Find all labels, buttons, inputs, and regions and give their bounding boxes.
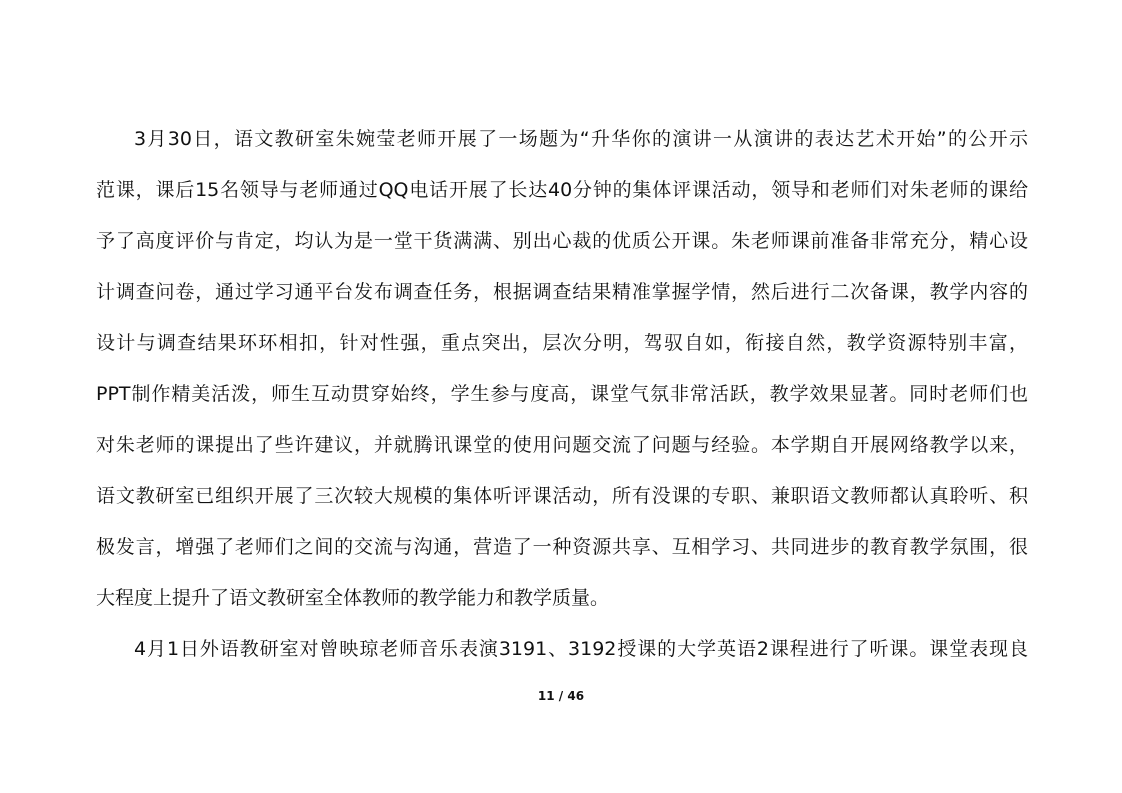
text-line: 对朱老师的课提出了些许建议，并就腾讯课堂的使用问题交流了问题与经验。本学期自开展网络教学以来，: [96, 434, 1028, 456]
text-line: PPT制作精美活泼，师生互动贯穿始终，学生参与度高，课堂气氛非常活跃，教学效果显著。同时老师们也: [96, 383, 1028, 405]
text-line: 范课，课后15名领导与老师通过QQ电话开展了长达40分钟的集体评课活动，领导和老师们对朱老师的课给: [96, 179, 1028, 201]
text-line: 语文教研室已组织开展了三次较大规模的集体听评课活动，所有没课的专职、兼职语文教师都认真聆听、积: [96, 485, 1028, 507]
paragraph-1: [96, 118, 1028, 628]
text-line: 3月30日，语文教研室朱婉莹老师开展了一场题为“升华你的演讲一从演讲的表达艺术开始”的公开示: [134, 128, 1028, 150]
body-text: [96, 118, 1028, 679]
paragraph-2: [96, 628, 1028, 679]
text-line: 予了高度评价与肯定，均认为是一堂干货满满、别出心裁的优质公开课。朱老师课前准备非常充分，精心设: [96, 230, 1028, 252]
text-line: 设计与调查结果环环相扣，针对性强，重点突出，层次分明，驾驭自如，衔接自然，教学资源特别丰富，: [96, 332, 1028, 354]
page-number: 11 / 46: [537, 689, 585, 703]
text-line: 计调查问卷，通过学习通平台发布调查任务，根据调查结果精准掌握学情，然后进行二次备课，教学内容的: [96, 281, 1028, 303]
text-line: 大程度上提升了语文教研室全体教师的教学能力和教学质量。: [96, 587, 610, 609]
text-line: 4月1日外语教研室对曾映琼老师音乐表演3191、3192授课的大学英语2课程进行了听课。课堂表现良: [134, 638, 1028, 660]
text-line: 极发言，增强了老师们之间的交流与沟通，营造了一种资源共享、互相学习、共同进步的教育教学氛围，很: [96, 536, 1028, 558]
